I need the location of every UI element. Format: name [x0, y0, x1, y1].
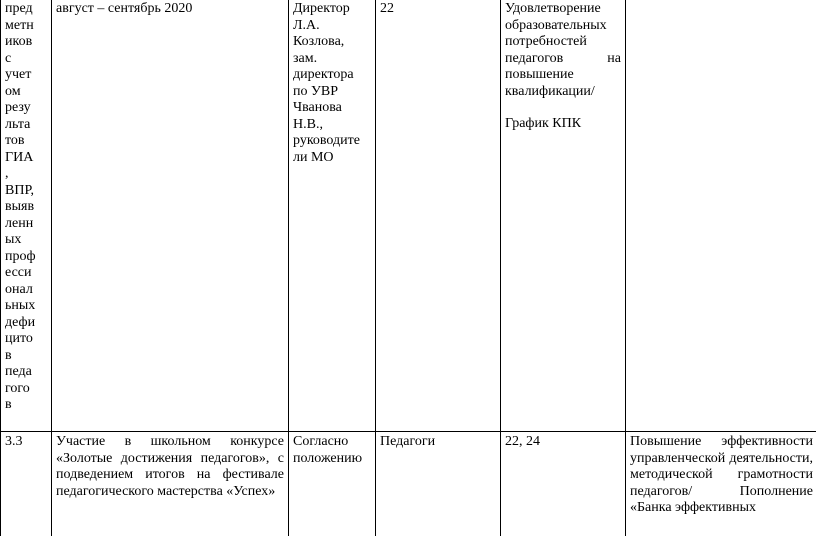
row1-period-text: август – сентябрь 2020: [56, 1, 193, 16]
row2-code-text: 22, 24: [505, 434, 540, 449]
row1-code-text: 22: [380, 1, 394, 16]
table-row: [1, 0, 816, 432]
row2-participants-cell: [376, 432, 501, 536]
row1-result-schedule: График КПК: [505, 116, 582, 131]
row2-result-text: Повышение эффективности управленческой деятельности, методической грамотности педагогов/ Пополнение «Банка эффективных: [630, 434, 813, 515]
row1-code-cell: [376, 0, 501, 432]
row2-event-cell: [52, 432, 289, 536]
row1-empty-cell: [626, 0, 816, 432]
row1-result-cell: [501, 0, 626, 432]
row1-col1-cell: [1, 0, 52, 432]
row2-result-cell: [626, 432, 816, 536]
row2-code-cell: [501, 432, 626, 536]
row1-period-cell: [52, 0, 289, 432]
row2-period-text: Согласно положению: [293, 434, 363, 466]
row2-event-text: Участие в школьном конкурсе «Золотые достижения педагогов», с подведением итогов на фестивале педагогического мастерства «Успех»: [56, 434, 284, 499]
row1-result-text: Удовлетворение образовательных потребностей педагогов на повышение квалификации/: [505, 1, 621, 99]
row1-subject-text: пред метн иков с учет ом резу льта тов ГИА , ВПР, выяв ленн ых проф есси онал ьных дефи цито в педа гого в: [5, 1, 36, 412]
row2-number-text: 3.3: [5, 434, 23, 449]
row2-participants-text: Педагоги: [380, 434, 436, 449]
table-row: [1, 432, 816, 536]
row2-number-cell: [1, 432, 52, 536]
row2-period-cell: [289, 432, 376, 536]
row1-responsible-cell: [289, 0, 376, 432]
row1-responsible-text: Директор Л.А. Козлова, зам. директора по УВР Чванова Н.В., руководите ли МО: [293, 1, 360, 165]
